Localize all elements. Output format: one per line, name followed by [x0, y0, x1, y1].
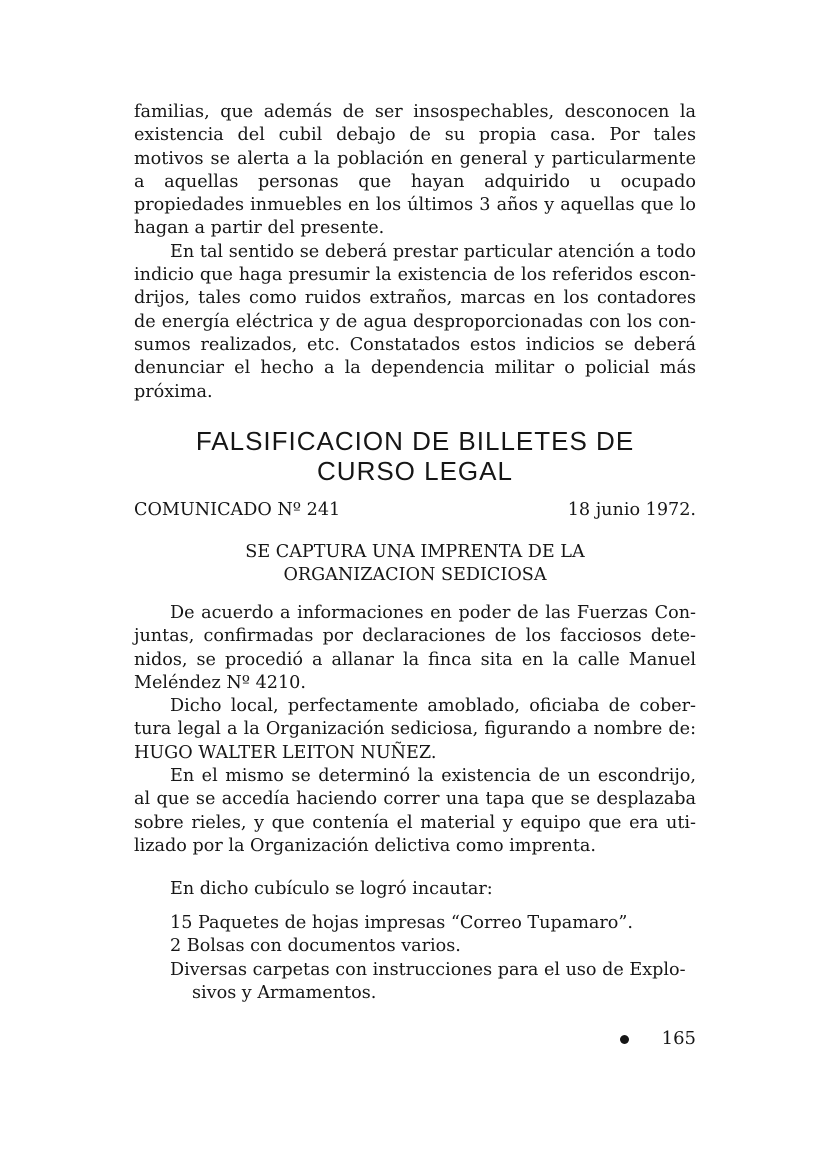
paragraph: De acuerdo a informaciones en poder de las Fuerzas Conjuntas, confirmadas por declaraciones de los facciosos detenidos, se procedió a allanar la finca sita en la calle Manuel Meléndez Nº 4210. — [134, 603, 696, 693]
list-item: 2 Bolsas con documentos varios. — [170, 936, 461, 957]
list-item-line: Diversas carpetas con instrucciones para el uso de Explo- — [170, 959, 686, 980]
paragraph: Dicho local, perfectamente amoblado, oficiaba de cobertura legal a la Organización sediciosa, figurando a nombre de: HUGO WALTER LEITON NUÑEZ. — [134, 696, 696, 763]
heading-line: FALSIFICACION DE BILLETES DE — [195, 426, 635, 456]
page-number: 165 — [661, 1028, 696, 1049]
seized-intro-block — [134, 878, 696, 901]
communique-body — [134, 602, 696, 858]
paragraph: En tal sentido se deberá prestar particular atención a todo indicio que haga presumir la existencia de los referidos escondrijos, tales como ruidos extraños, marcas en los contadores de energía eléctrica y de agua desproporcionadas con los consumos realizados, etc. Constatados estos indicios se deberá denunciar el hecho a la dependencia militar o policial más próxima. — [134, 241, 696, 402]
bullet-icon — [620, 1035, 629, 1044]
list-item: 15 Paquetes de hojas impresas “Correo Tupamaro”. — [170, 913, 633, 933]
subtitle-line: ORGANIZACION SEDICIOSA — [283, 565, 547, 586]
seized-intro: En dicho cubículo se logró incautar: — [170, 879, 493, 899]
communique-subtitle — [134, 541, 696, 588]
communique-number: COMUNICADO Nº 241 — [134, 500, 341, 520]
subtitle-line: SE CAPTURA UNA IMPRENTA DE LA — [245, 542, 585, 562]
communique-date: 18 junio 1972. — [567, 500, 696, 520]
paragraph: familias, que además de ser insospechables, desconocen la existencia del cubil debajo de su propia casa. Por tales motivos se alerta a la población en general y particularmente a aquellas personas que hayan adquirido u ocupado propiedades inmuebles en los últimos 3 años y aquellas que lo hagan a partir del presente. — [134, 102, 696, 239]
intro-text — [134, 101, 696, 404]
section-heading — [134, 426, 696, 486]
heading-line: CURSO LEGAL — [317, 456, 513, 486]
list-item-line: sivos y Armamentos. — [192, 982, 377, 1003]
paragraph: En el mismo se determinó la existencia de un escondrijo, al que se accedía haciendo correr una tapa que se desplazaba sobre rieles, y que contenía el material y equipo que era utilizado por la Organización delictiva como imprenta. — [134, 766, 696, 856]
page-footer — [620, 1025, 696, 1053]
list-item — [134, 959, 696, 1006]
seized-items-list — [134, 912, 696, 1005]
